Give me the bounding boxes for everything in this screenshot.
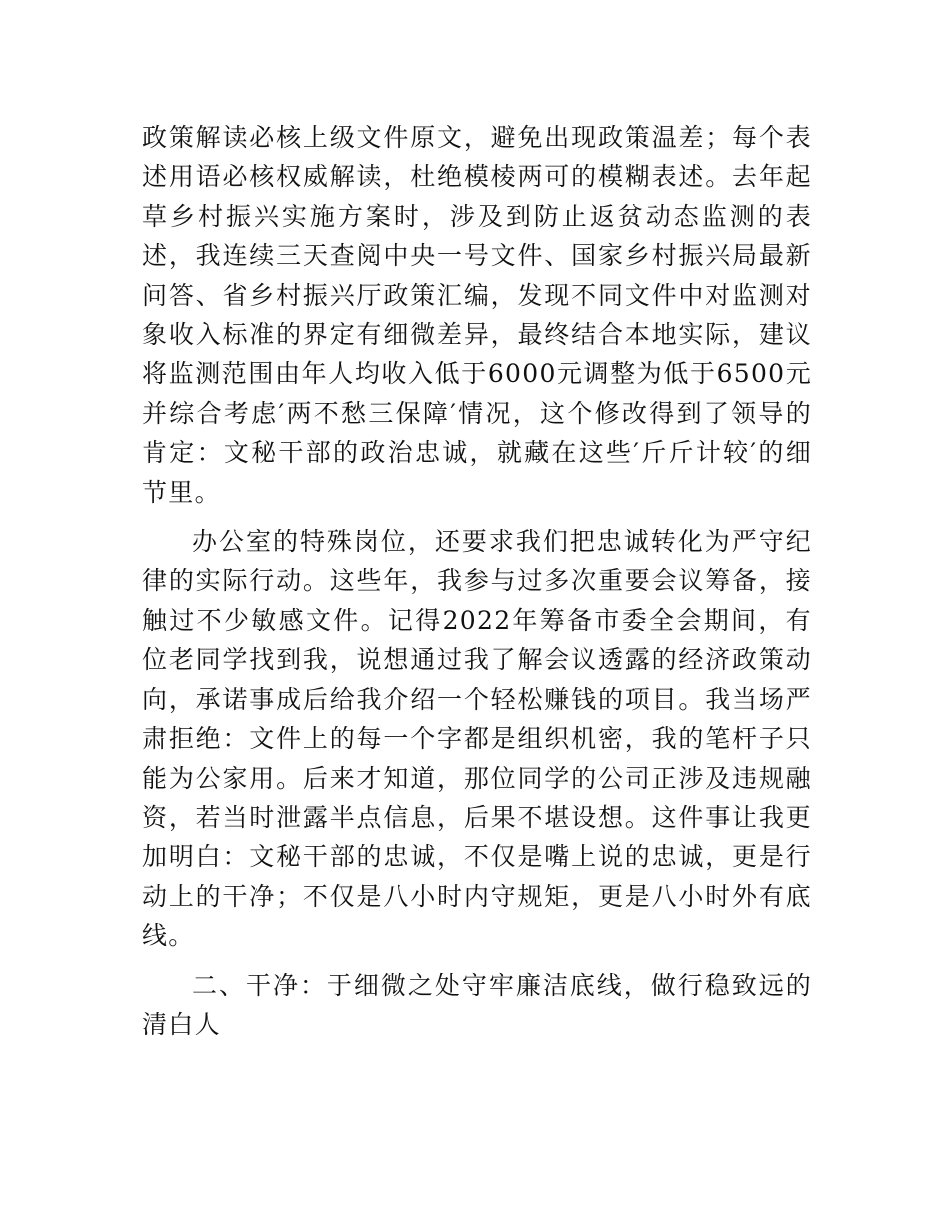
section-heading: 二、干净：于细微之处守牢廉洁底线，做行稳致远的清白人 [142,970,812,1039]
paragraph-1: 政策解读必核上级文件原文，避免出现政策温差；每个表述用语必核权威解读，杜绝模棱两可的模糊表述。去年起草乡村振兴实施方案时，涉及到防止返贫动态监测的表述，我连续三天查阅中央一号文件、国家乡村振兴局最新问答、省乡村振兴厅政策汇编，发现不同文件中对监测对象收入标准的界定有细微差异，最终结合本地实际，建议将监测范围由年人均收入低于6000元调整为低于6500元并综合考虑′两不愁三保障′情况，这个修改得到了领导的肯定：文秘干部的政治忠诚，就藏在这些′斤斤计较′的细节里。 [142,123,812,507]
paragraph-2: 办公室的特殊岗位，还要求我们把忠诚转化为严守纪律的实际行动。这些年，我参与过多次重要会议筹备，接触过不少敏感文件。记得2022年筹备市委全会期间，有位老同学找到我，说想通过我了解会议透露的经济政策动向，承诺事成后给我介绍一个轻松赚钱的项目。我当场严肃拒绝：文件上的每一个字都是组织机密，我的笔杆子只能为公家用。后来才知道，那位同学的公司正涉及违规融资，若当时泄露半点信息，后果不堪设想。这件事让我更加明白：文秘干部的忠诚，不仅是嘴上说的忠诚，更是行动上的干净；不仅是八小时内守规矩，更是八小时外有底线。 [142,527,812,951]
document-body [142,118,812,1044]
paragraph-gap [142,956,812,966]
paragraph-gap [142,512,812,522]
